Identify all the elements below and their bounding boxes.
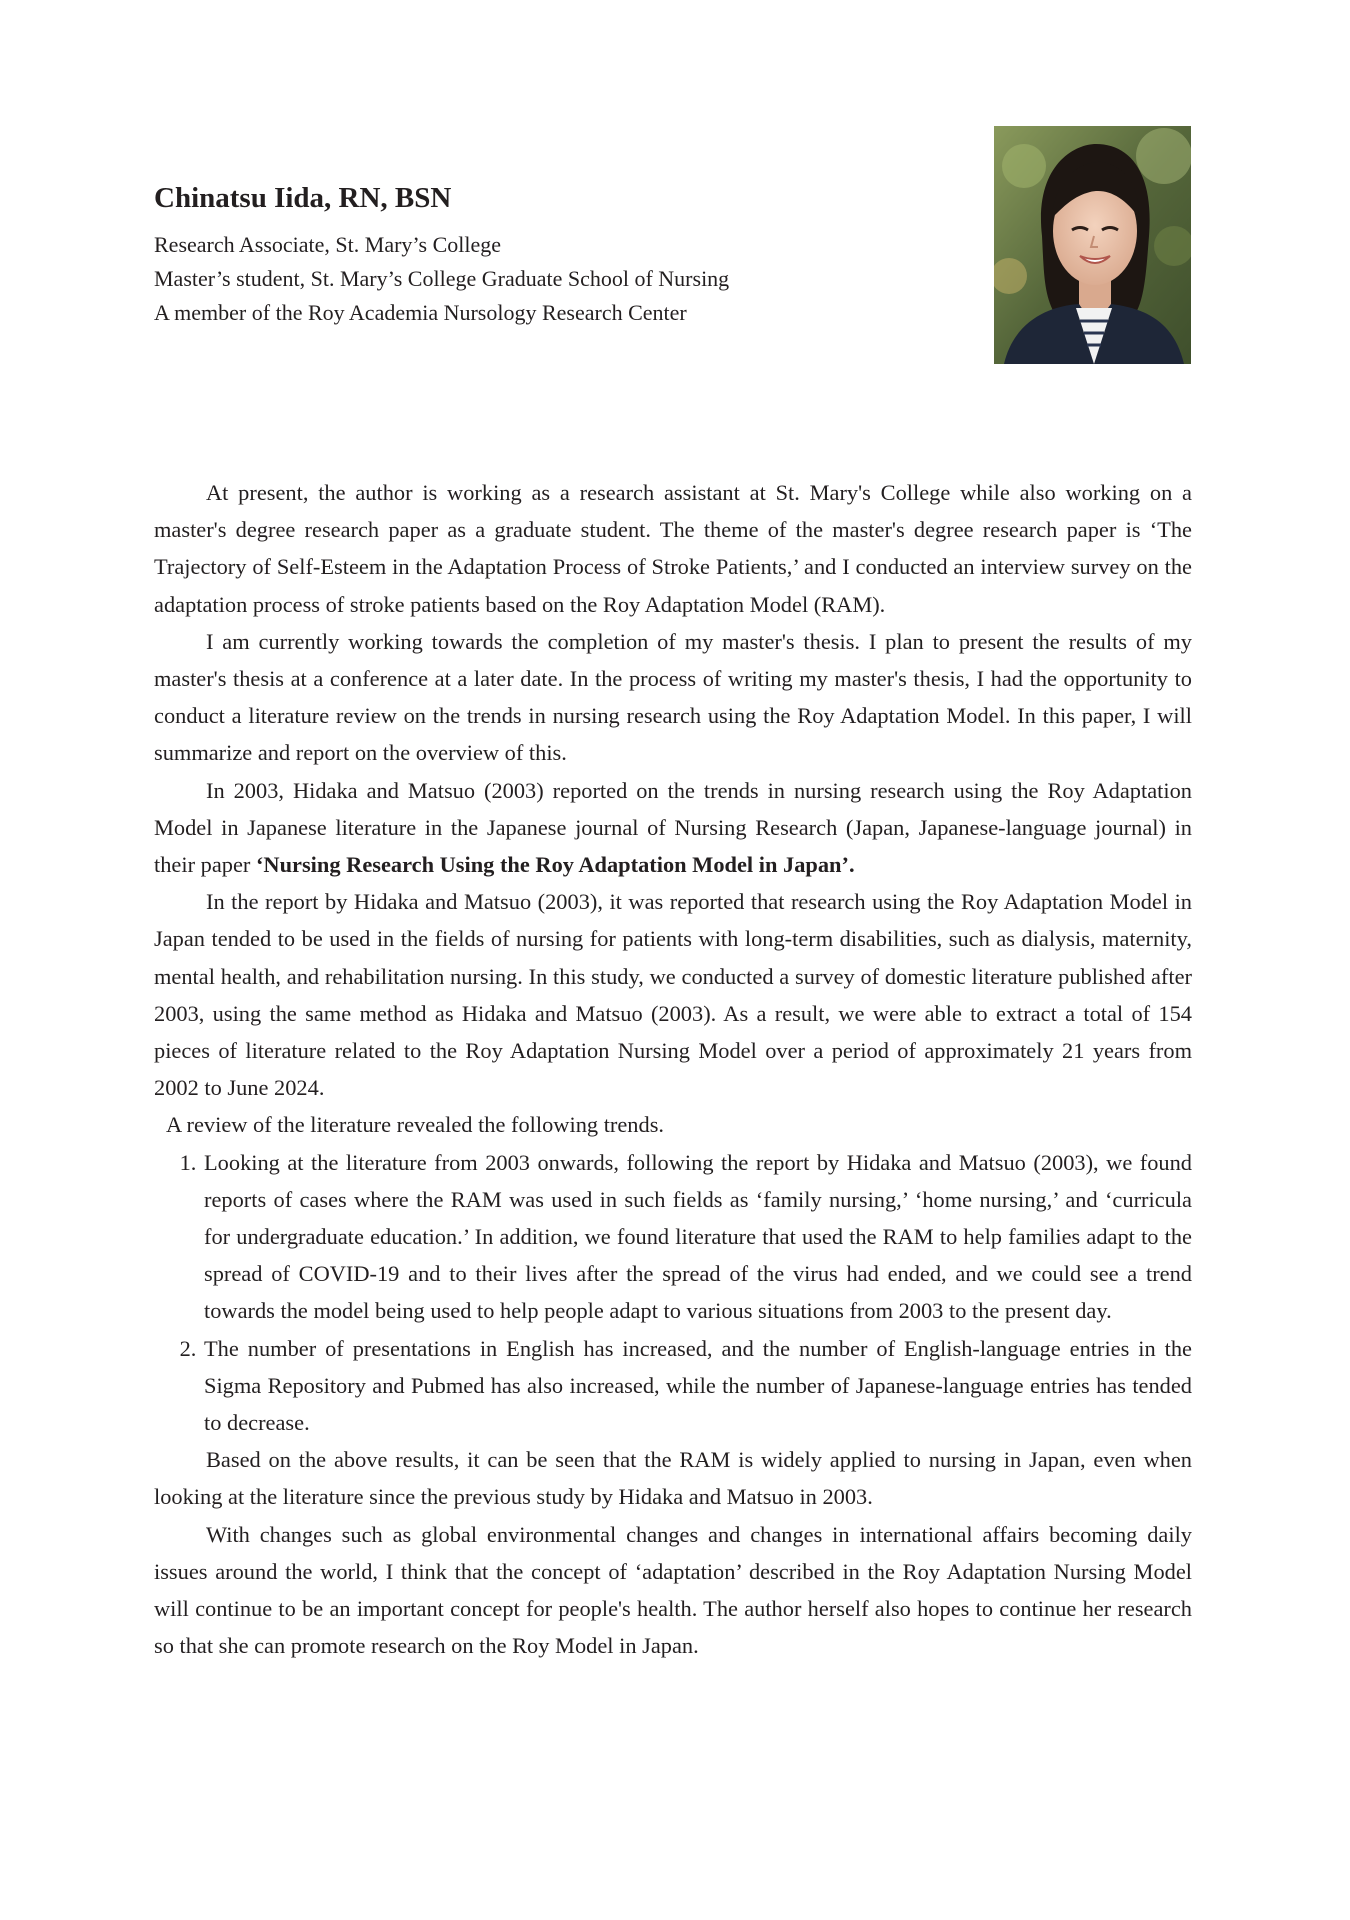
paper-title: ‘Nursing Research Using the Roy Adaptation Model in Japan’. <box>255 852 855 878</box>
paragraph: A review of the literature revealed the following trends. <box>166 1112 665 1138</box>
paragraph: At present, the author is working as a research assistant at St. Mary's College while also working on a master's degree research paper as a graduate student. The theme of the master's degree research paper is ‘The Trajectory of Self-Esteem in the Adaptation Process of Stroke Patients,’ and I conducted an interview survey on the adaptation process of stroke patients based on the Roy Adaptation Model (RAM). <box>154 480 1192 617</box>
paragraph-text: In 2003, Hidaka and Matsuo (2003) reported on the trends in nursing research using the Roy Adaptation Model in Japanese literature in the Japanese journal of Nursing Research (Japan, Japanese-language journal) in their paper <box>154 777 1192 878</box>
author-name: Chinatsu Iida, RN, BSN <box>154 182 452 214</box>
article-body <box>154 474 1192 1665</box>
paragraph: In the report by Hidaka and Matsuo (2003), it was reported that research using the Roy Adaptation Model in Japan tended to be used in the fields of nursing for patients with long-term disabilities, such as dialysis, maternity, mental health, and rehabilitation nursing. In this study, we conducted a survey of domestic literature published after 2003, using the same method as Hidaka and Matsuo (2003). As a result, we were able to extract a total of 154 pieces of literature related to the Roy Adaptation Nursing Model over a period of approximately 21 years from 2002 to June 2024. <box>154 889 1192 1101</box>
affiliation-line: A member of the Roy Academia Nursology Research Center <box>154 300 687 325</box>
list-item: 1. Looking at the literature from 2003 onwards, following the report by Hidaka and Matsuo (2003), we found reports of cases where the RAM was used in such fields as ‘family nursing,’ ‘home nursing,’ and ‘curricula for undergraduate education.’ In addition, we found literature that used the RAM to help families adapt to the spread of COVID-19 and to their lives after the spread of the virus had ended, and we could see a trend towards the model being used to help people adapt to various situations from 2003 to the present day. <box>202 1144 1192 1330</box>
list-item: 2. The number of presentations in English has increased, and the number of English-language entries in the Sigma Repository and Pubmed has also increased, while the number of Japanese-language entries has tended to decrease. <box>202 1330 1192 1442</box>
author-photo <box>994 126 1191 364</box>
paragraph: I am currently working towards the completion of my master's thesis. I plan to present the results of my master's thesis at a conference at a later date. In the process of writing my master's thesis, I had the opportunity to conduct a literature review on the trends in nursing research using the Roy Adaptation Model. In this paper, I will summarize and report on the overview of this. <box>154 628 1192 766</box>
paragraph <box>154 772 1192 884</box>
paragraph: Based on the above results, it can be seen that the RAM is widely applied to nursing in Japan, even when looking at the literature since the previous study by Hidaka and Matsuo in 2003. <box>154 1447 1192 1510</box>
paragraph: With changes such as global environmental changes and changes in international affairs becoming daily issues around the world, I think that the concept of ‘adaptation’ described in the Roy Adaptation Nursing Model will continue to be an important concept for people's health. The author herself also hopes to continue her research so that she can promote research on the Roy Model in Japan. <box>154 1521 1192 1659</box>
affiliation-line: Research Associate, St. Mary’s College <box>154 232 502 257</box>
trends-list <box>154 1144 1192 1442</box>
author-header <box>154 178 954 330</box>
affiliation-line: Master’s student, St. Mary’s College Graduate School of Nursing <box>154 266 730 291</box>
